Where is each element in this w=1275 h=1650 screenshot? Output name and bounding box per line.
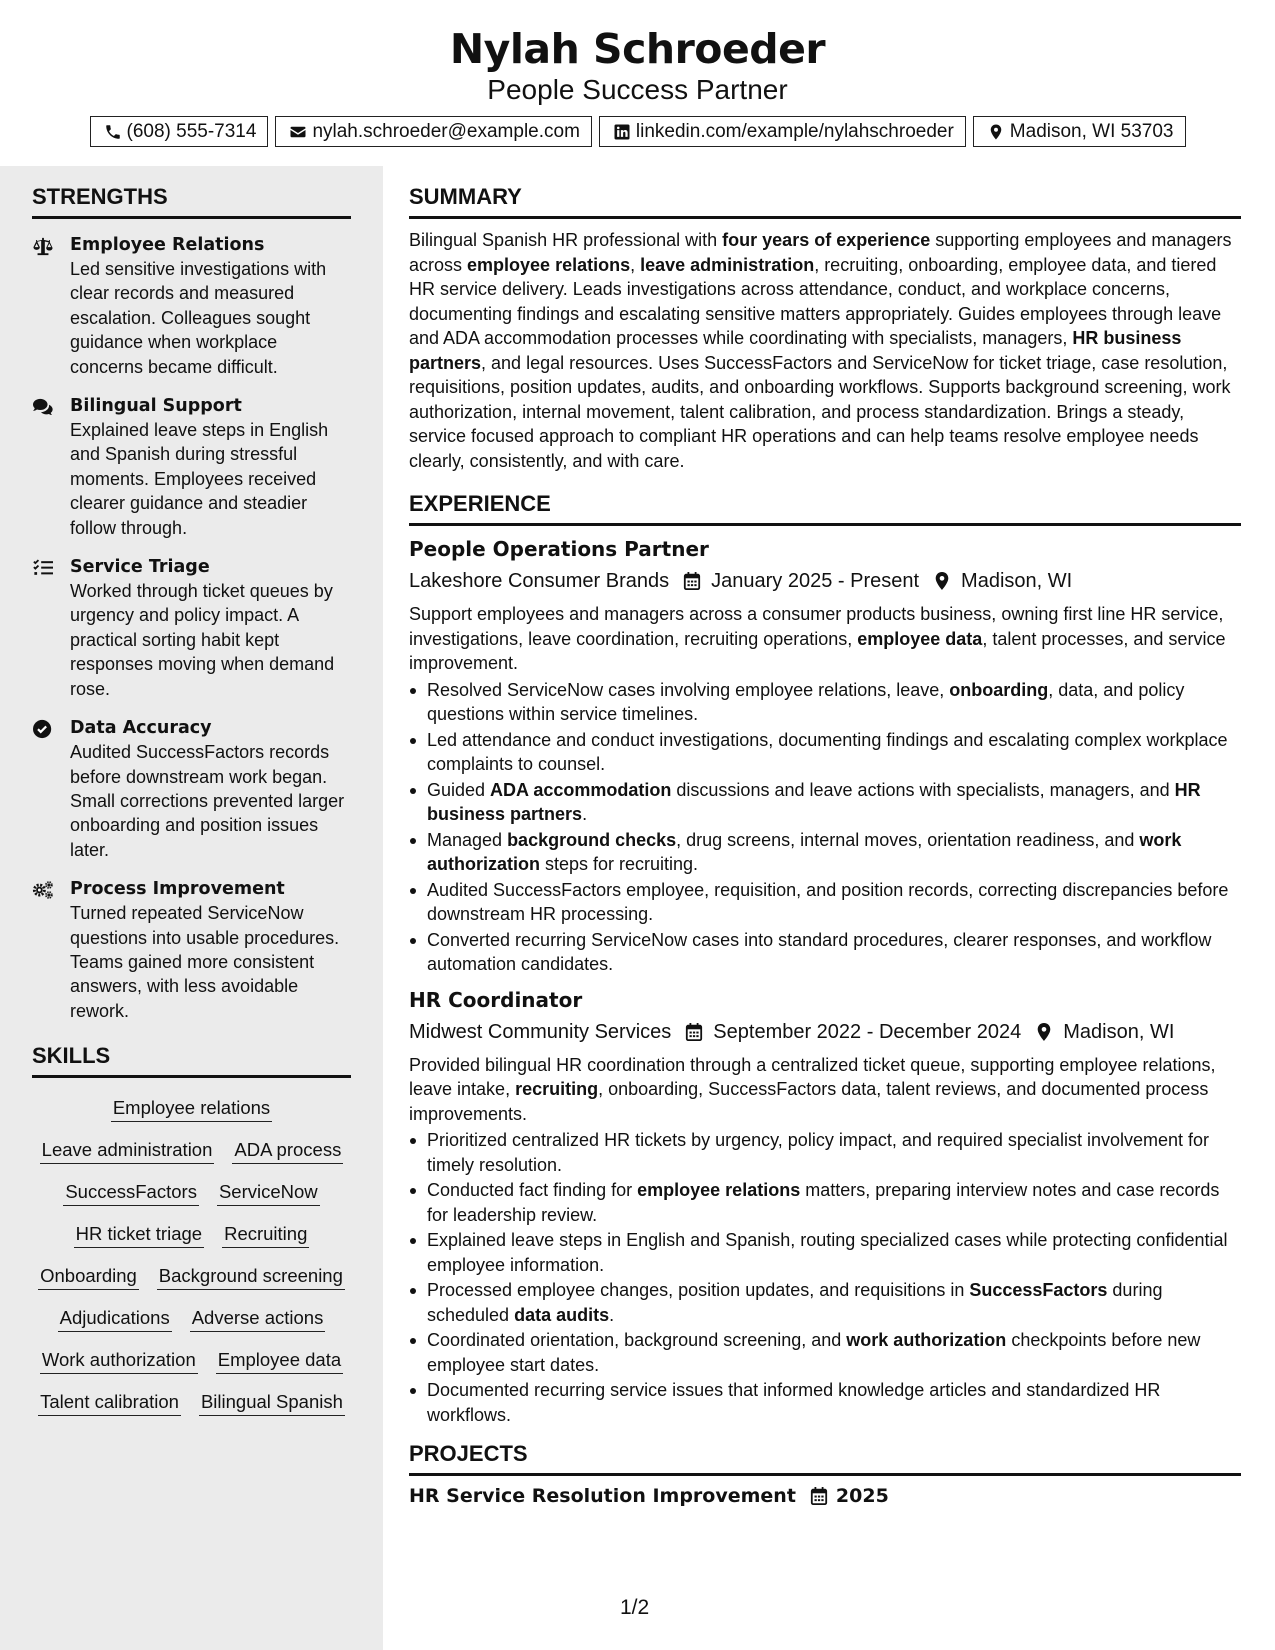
strength-desc: Explained leave steps in English and Spanish during stressful moments. Employees received clearer guidance and steadier follow through. — [70, 420, 329, 538]
project-title: HR Service Resolution Improvement — [409, 1485, 796, 1507]
strength-title: Process Improvement — [70, 879, 285, 900]
skill-chip: Bilingual Spanish — [199, 1388, 345, 1416]
text-run: steps for recruiting. — [540, 854, 699, 874]
linkedin-icon — [613, 123, 631, 141]
summary-text — [409, 228, 1241, 473]
checklist-icon — [32, 558, 54, 578]
job-meta — [409, 566, 1241, 596]
bold-text: SuccessFactors — [969, 1280, 1108, 1300]
bullet-item — [409, 1128, 1241, 1177]
candidate-name: Nylah Schroeder — [449, 25, 826, 73]
skill-chip: Leave administration — [40, 1136, 215, 1164]
skill-chip: Work authorization — [40, 1346, 198, 1374]
job-location: Madison, WI — [961, 570, 1073, 592]
job-dates: January 2025 - Present — [711, 570, 920, 592]
check-circle-icon — [32, 719, 54, 739]
text-run: Managed — [427, 829, 508, 850]
bold-text: HR business partners — [409, 328, 1182, 373]
contact-linkedin[interactable] — [599, 116, 966, 147]
resume-header — [0, 0, 1275, 147]
text-run: discussions and leave actions with specialists, managers, and — [671, 779, 1175, 800]
phone-icon — [104, 123, 122, 141]
job-entry — [409, 987, 1241, 1428]
bold-text: background checks — [507, 829, 677, 850]
job-company: Lakeshore Consumer Brands — [409, 570, 670, 592]
bold-text: ADA accommodation — [490, 779, 672, 800]
skill-chip: Adjudications — [58, 1304, 172, 1332]
bold-text: recruiting — [515, 1079, 599, 1099]
calendar-icon — [810, 1486, 828, 1506]
text-run: Audited SuccessFactors employee, requisition, and position records, correcting discrepancies before downstream HR processing. — [427, 879, 1229, 924]
text-run: Provided bilingual HR coordination through a centralized ticket queue, supporting employee relations, leave intake, — [409, 1054, 1216, 1099]
job-company: Midwest Community Services — [409, 1020, 672, 1043]
contact-phone-text: (608) 555-7314 — [126, 120, 257, 142]
text-run: Explained leave steps in English and Spanish, routing specialized cases while protecting confidential employee information. — [427, 1230, 1228, 1275]
job-bullets — [409, 1128, 1241, 1427]
strength-desc: Worked through ticket queues by urgency and policy impact. A practical sorting habit kept responses moving when demand rose. — [70, 581, 335, 699]
text-run: , and legal resources. Uses SuccessFactors and ServiceNow for ticket triage, case resolution, requisitions, position updates, audits, and onboarding workflows. Supports background screening, work authorization, internal movement, talent calibration, and process standardization. Brings a steady, service focused approach to compliant HR operations and can help teams resolve employee needs clearly, consistently, and with care. — [409, 352, 1231, 471]
text-run: , drug screens, internal moves, orientation readiness, and — [676, 829, 1140, 850]
scale-icon — [32, 236, 54, 256]
skill-chip: Adverse actions — [190, 1304, 326, 1332]
strength-title: Employee Relations — [70, 235, 265, 255]
contact-linkedin-text: linkedin.com/example/nylahschroeder — [635, 120, 954, 142]
strength-item — [32, 877, 351, 1023]
job-dates: September 2022 - December 2024 — [713, 1020, 1022, 1043]
text-run: supporting employees and managers across — [409, 230, 1232, 275]
contact-phone[interactable] — [90, 116, 269, 147]
text-run: Prioritized centralized HR tickets by urgency, policy impact, and required specialist involvement for timely resolution. — [427, 1130, 1209, 1175]
text-run: Processed employee changes, position updates, and requisitions in — [427, 1280, 970, 1300]
bold-text: leave administration — [640, 254, 815, 275]
text-run: , onboarding, SuccessFactors data, talent reviews, and documented process improvements. — [409, 1079, 1209, 1124]
bullet-item — [409, 1178, 1241, 1227]
strength-title: Bilingual Support — [70, 396, 242, 417]
contact-location-text: Madison, WI 53703 — [1009, 120, 1174, 142]
bold-text: work authorization — [427, 829, 1182, 874]
bullet-item — [409, 1228, 1241, 1277]
text-run: , talent processes, and service improvement. — [409, 628, 1226, 673]
text-run: Resolved ServiceNow cases involving employee relations, leave, — [427, 679, 950, 700]
strength-item — [32, 394, 351, 540]
strength-desc: Audited SuccessFactors records before downstream work began. Small corrections prevented larger onboarding and position issues later. — [70, 742, 345, 860]
sidebar — [0, 166, 383, 1650]
strength-item — [32, 555, 351, 701]
strengths-heading: STRENGTHS — [32, 184, 351, 219]
skill-chip: Onboarding — [38, 1262, 139, 1290]
skill-chip: HR ticket triage — [74, 1220, 204, 1248]
strength-item — [32, 716, 351, 862]
text-run: during scheduled — [427, 1280, 1163, 1325]
skills-heading: SKILLS — [32, 1043, 351, 1078]
envelope-icon — [289, 123, 307, 141]
page-number: 1/2 — [620, 1596, 650, 1619]
skills-list — [32, 1094, 351, 1416]
bullet-item — [409, 1378, 1241, 1427]
strength-title: Data Accuracy — [70, 718, 212, 739]
strengths-list — [32, 233, 351, 1023]
project-year: 2025 — [835, 1485, 889, 1507]
bold-text: onboarding — [949, 679, 1049, 700]
calendar-icon — [685, 1022, 703, 1042]
contact-location — [973, 116, 1186, 147]
bold-text: employee data — [857, 628, 983, 649]
bullet-item — [409, 778, 1241, 827]
calendar-icon — [683, 571, 701, 591]
main-content — [409, 166, 1241, 1509]
map-pin-icon — [987, 123, 1005, 141]
job-entry — [409, 536, 1241, 977]
bold-text: HR business partners — [427, 779, 1201, 824]
job-intro — [409, 602, 1241, 676]
project-entry — [409, 1483, 1241, 1509]
text-run: Converted recurring ServiceNow cases into standard procedures, clearer responses, and workflow automation candidates. — [427, 929, 1212, 974]
text-run: matters, preparing interview notes and case records for leadership review. — [427, 1180, 1220, 1225]
text-run: Support employees and managers across a consumer products business, owning first line HR service, investigations, leave coordination, recruiting operations, — [409, 604, 1224, 649]
strength-title: Service Triage — [70, 557, 210, 578]
experience-heading: EXPERIENCE — [409, 491, 1241, 526]
map-pin-icon — [933, 571, 951, 591]
text-run: Conducted fact finding for — [427, 1180, 638, 1200]
text-run: Led attendance and conduct investigations, documenting findings and escalating complex workplace complaints to counsel. — [427, 729, 1228, 774]
skill-chip: Employee relations — [111, 1094, 272, 1122]
text-run: Bilingual Spanish HR professional with — [409, 230, 723, 250]
bullet-item — [409, 1278, 1241, 1327]
text-run: , data, and policy questions within service timelines. — [427, 679, 1185, 724]
job-bullets — [409, 678, 1241, 977]
text-run: checkpoints before new employee start dates. — [427, 1330, 1201, 1375]
text-run: . — [582, 804, 588, 824]
job-title: HR Coordinator — [409, 987, 583, 1012]
job-title: People Operations Partner — [409, 537, 709, 561]
text-run: , — [630, 254, 641, 275]
strength-desc: Led sensitive investigations with clear records and measured escalation. Colleagues sought guidance when workplace concerns became difficult. — [70, 259, 327, 377]
skill-chip: Talent calibration — [38, 1388, 181, 1416]
projects-heading: PROJECTS — [409, 1441, 1241, 1476]
skill-chip: ServiceNow — [217, 1178, 320, 1206]
candidate-title: People Success Partner — [487, 74, 788, 105]
bold-text: employee relations — [467, 254, 631, 275]
skill-chip: Background screening — [157, 1262, 345, 1290]
text-run: Documented recurring service issues that informed knowledge articles and standardized HR workflows. — [427, 1380, 1161, 1425]
bullet-item — [409, 1328, 1241, 1377]
summary-heading: SUMMARY — [409, 184, 1241, 219]
bullet-item — [409, 928, 1241, 977]
strength-desc: Turned repeated ServiceNow questions into usable procedures. Teams gained more consistent answers, with less avoidable rework. — [70, 903, 340, 1021]
text-run: Guided — [427, 779, 491, 800]
skill-chip: Employee data — [216, 1346, 343, 1374]
bullet-item — [409, 728, 1241, 777]
bold-text: employee relations — [637, 1180, 801, 1200]
bold-text: data audits — [514, 1304, 610, 1325]
contact-email[interactable] — [275, 116, 591, 147]
strength-item — [32, 233, 351, 379]
bullet-item — [409, 878, 1241, 927]
text-run: . — [609, 1304, 615, 1325]
bold-text: four years of experience — [722, 230, 931, 250]
job-meta — [409, 1017, 1241, 1047]
skill-chip: Recruiting — [222, 1220, 309, 1248]
job-location: Madison, WI — [1063, 1020, 1175, 1043]
map-pin-icon — [1035, 1022, 1053, 1042]
job-intro — [409, 1053, 1241, 1127]
text-run: Coordinated orientation, background screening, and — [427, 1330, 847, 1350]
gears-icon — [32, 880, 54, 900]
bold-text: work authorization — [846, 1330, 1007, 1350]
contact-email-text: nylah.schroeder@example.com — [312, 120, 580, 142]
contact-bar — [0, 116, 1275, 147]
bullet-item — [409, 828, 1241, 877]
bullet-item — [409, 678, 1241, 727]
chat-bubbles-icon — [32, 397, 54, 417]
skill-chip: ADA process — [232, 1136, 343, 1164]
skill-chip: SuccessFactors — [63, 1178, 199, 1206]
text-run: , recruiting, onboarding, employee data, and tiered HR service delivery. Leads investigations across attendance, conduct, and workplace concerns, documenting findings and escalating sensitive matters appropriately. Guides employees through leave and ADA accommodation processes while coordinating with specialists, managers, — [409, 254, 1222, 348]
